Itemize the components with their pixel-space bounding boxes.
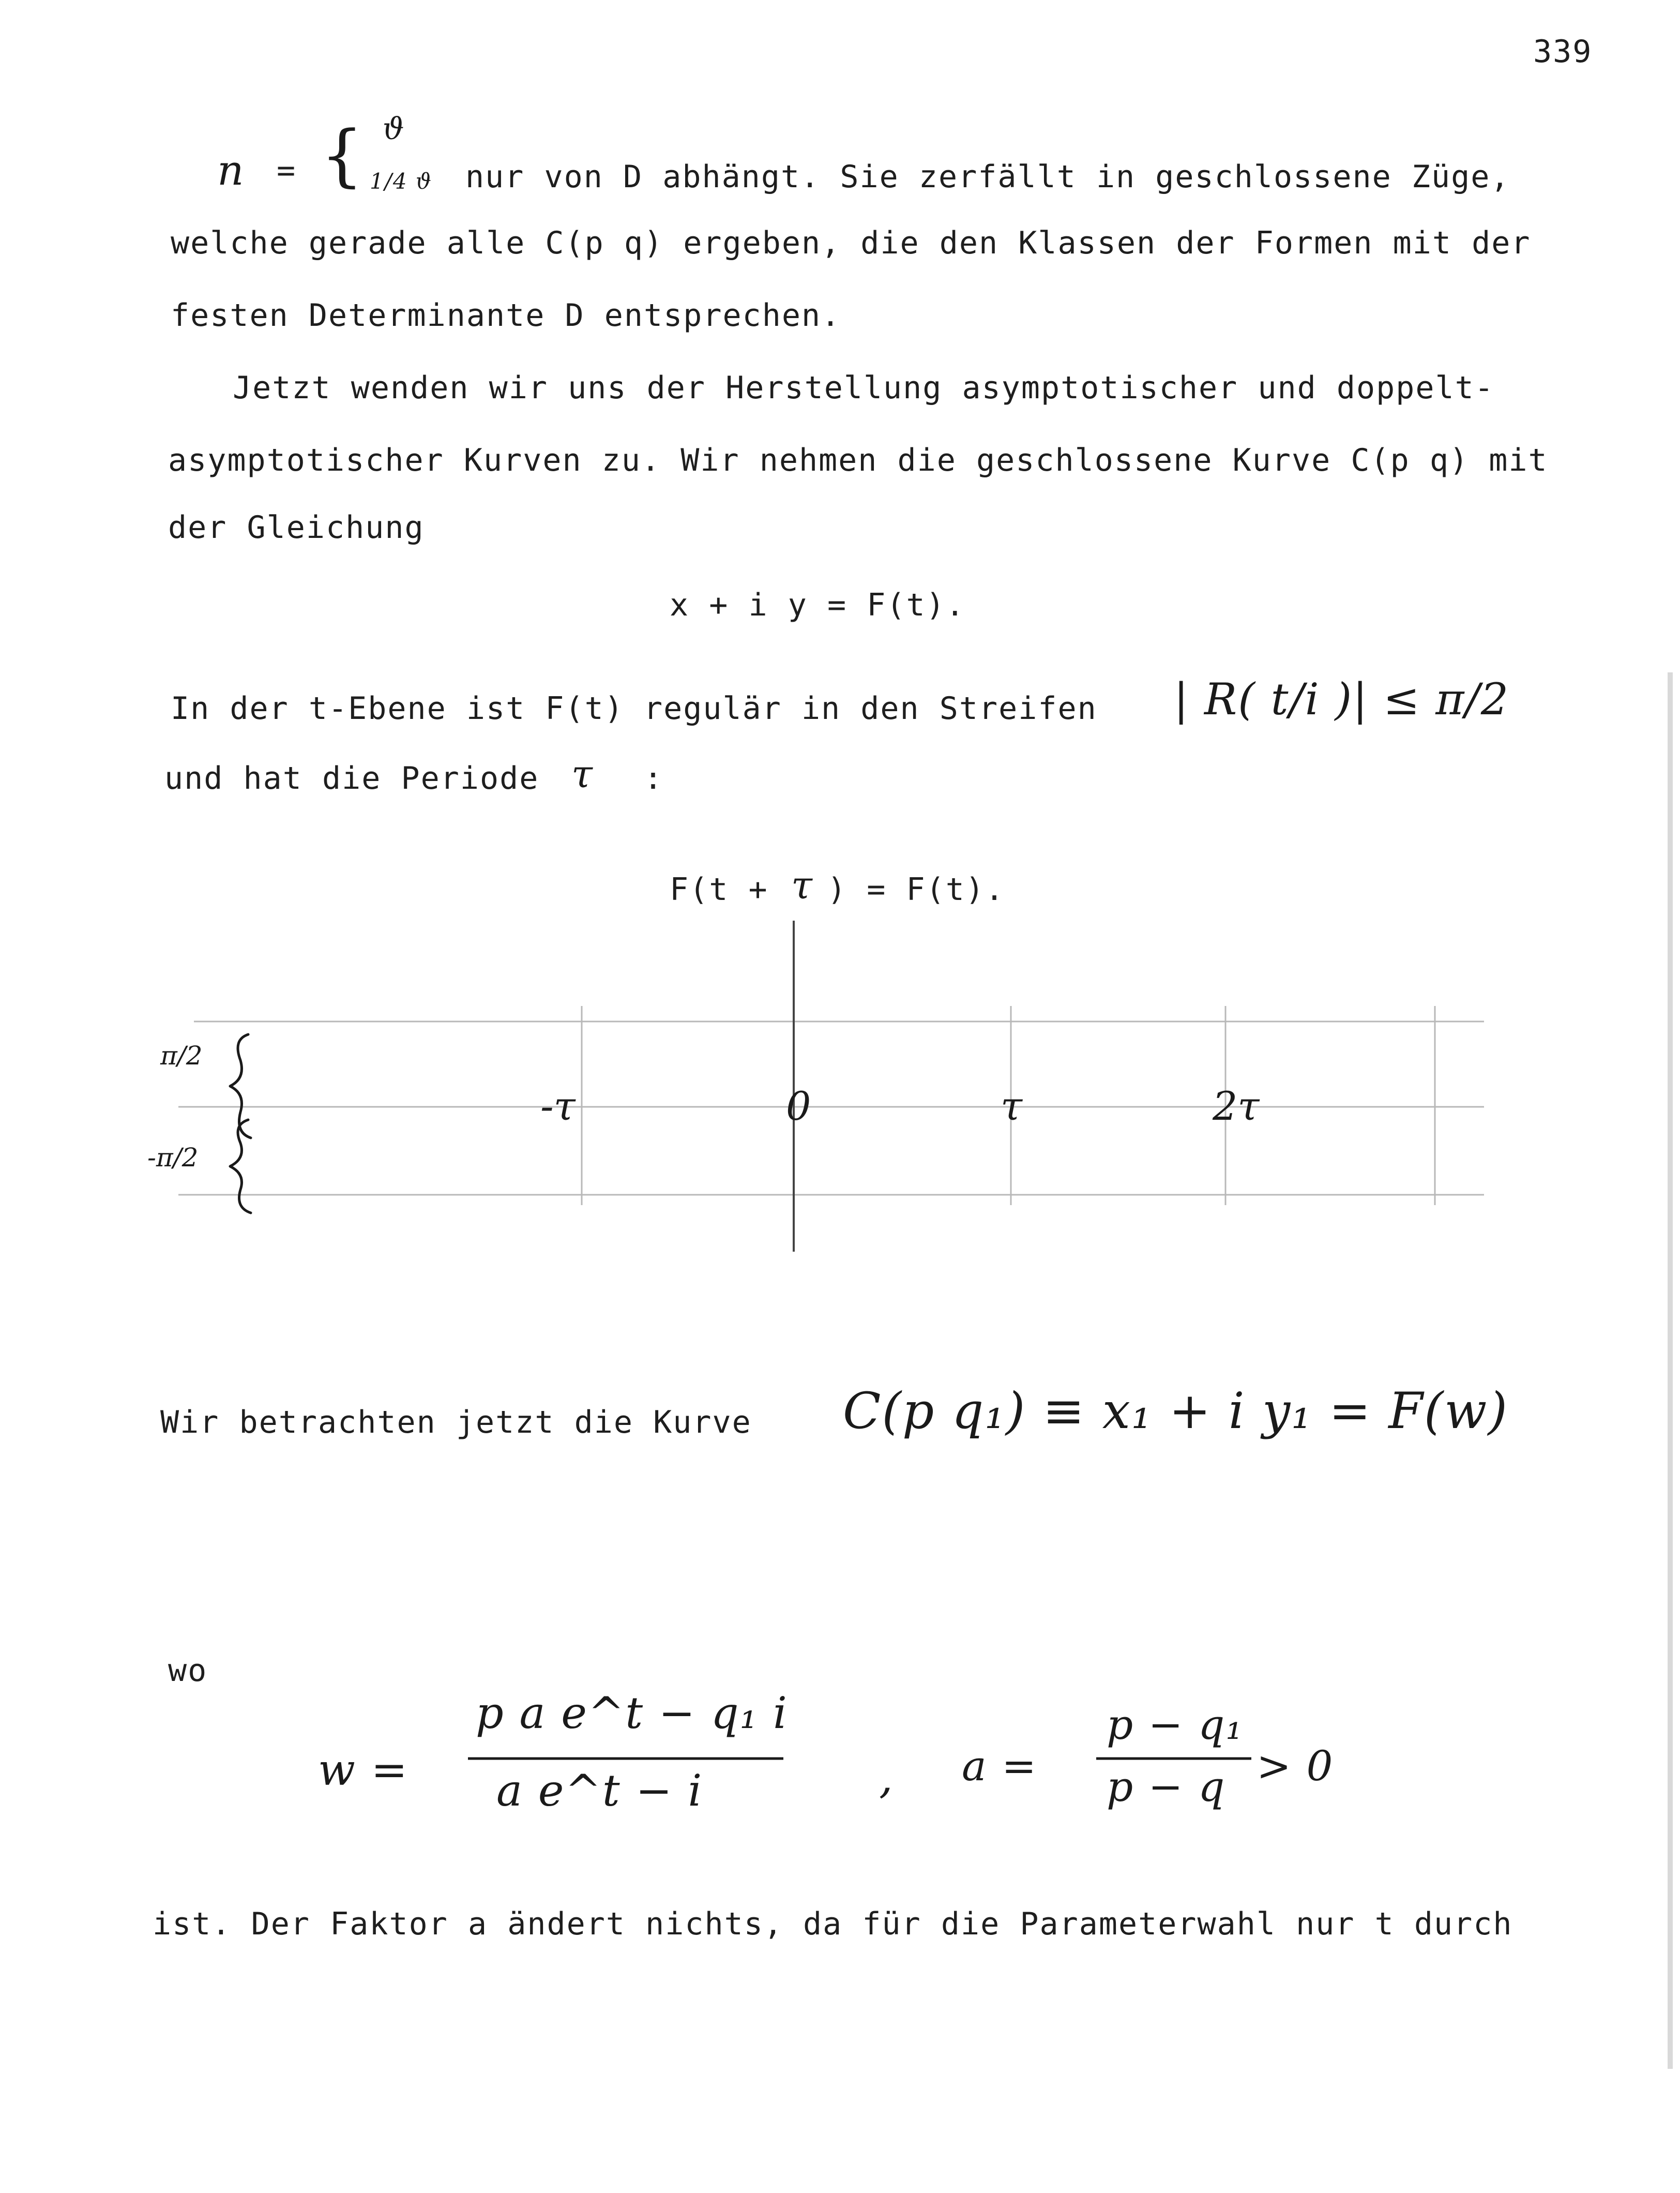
tick-label-minus-tau: -τ	[540, 1083, 576, 1129]
w-comma: ,	[879, 1752, 894, 1803]
text-line-2: welche gerade alle C(p q) ergeben, die den Klassen der Formen mit der	[171, 225, 1531, 261]
a-positive: > 0	[1257, 1742, 1334, 1790]
upper-brace-icon	[230, 1034, 251, 1138]
w-denominator: a e^t − i	[496, 1765, 703, 1816]
tick-label-two-tau: 2τ	[1213, 1083, 1260, 1129]
page-number: 339	[1533, 34, 1593, 70]
hand-tau: τ	[571, 752, 594, 797]
equation-periodicity-tau: τ	[791, 863, 813, 908]
tick-label-tau: τ	[1001, 1083, 1023, 1129]
text-line-7: In der t-Ebene ist F(t) regulär in den Streifen	[171, 690, 1097, 727]
colon: :	[644, 760, 664, 797]
w-lhs: w =	[318, 1745, 408, 1795]
text-line-1: nur von D abhängt. Sie zerfällt in geschlossene Züge,	[465, 159, 1510, 195]
text-line-9: Wir betrachten jetzt die Kurve	[160, 1404, 752, 1440]
integral-brace-icon: {	[321, 116, 365, 194]
a-denominator: p − q	[1107, 1763, 1226, 1811]
w-numerator: p a e^t − q₁ i	[476, 1688, 788, 1738]
hand-strip-condition: | R( t/i )| ≤ π/2	[1174, 674, 1510, 725]
text-line-8: und hat die Periode	[164, 760, 539, 797]
hand-curve-definition: C(p q₁) ≡ x₁ + i y₁ = F(w)	[843, 1382, 1508, 1440]
integral-upper-limit: ϑ	[383, 111, 405, 146]
text-line-11: ist. Der Faktor a ändert nichts, da für die Parameterwahl nur t durch	[153, 1906, 1513, 1942]
tick-label-zero: 0	[786, 1083, 811, 1129]
equation-periodicity-right: ) = F(t).	[827, 872, 1005, 908]
text-line-6: der Gleichung	[168, 509, 425, 546]
a-numerator: p − q₁	[1107, 1701, 1244, 1749]
text-line-4: Jetzt wenden wir uns der Herstellung asymptotischer und doppelt-	[233, 370, 1494, 406]
text-line-5: asymptotischer Kurven zu. Wir nehmen die geschlossene Kurve C(p q) mit	[168, 442, 1548, 478]
lower-brace-icon	[230, 1120, 251, 1213]
scan-edge-shadow	[1668, 672, 1673, 2069]
text-line-10: wo	[168, 1653, 208, 1689]
hand-equals: =	[277, 153, 297, 189]
equation-x-iy-Ft: x + i y = F(t).	[670, 587, 965, 623]
equation-periodicity-left: F(t +	[670, 872, 788, 908]
text-line-3: festen Determinante D entsprechen.	[171, 297, 841, 334]
a-lhs: a =	[962, 1742, 1038, 1790]
integral-lower-limit: 1/4 ϑ	[370, 169, 432, 194]
lower-bound-label: -π/2	[147, 1143, 199, 1173]
upper-bound-label: π/2	[160, 1041, 203, 1071]
hand-n-variable: n	[217, 146, 245, 194]
